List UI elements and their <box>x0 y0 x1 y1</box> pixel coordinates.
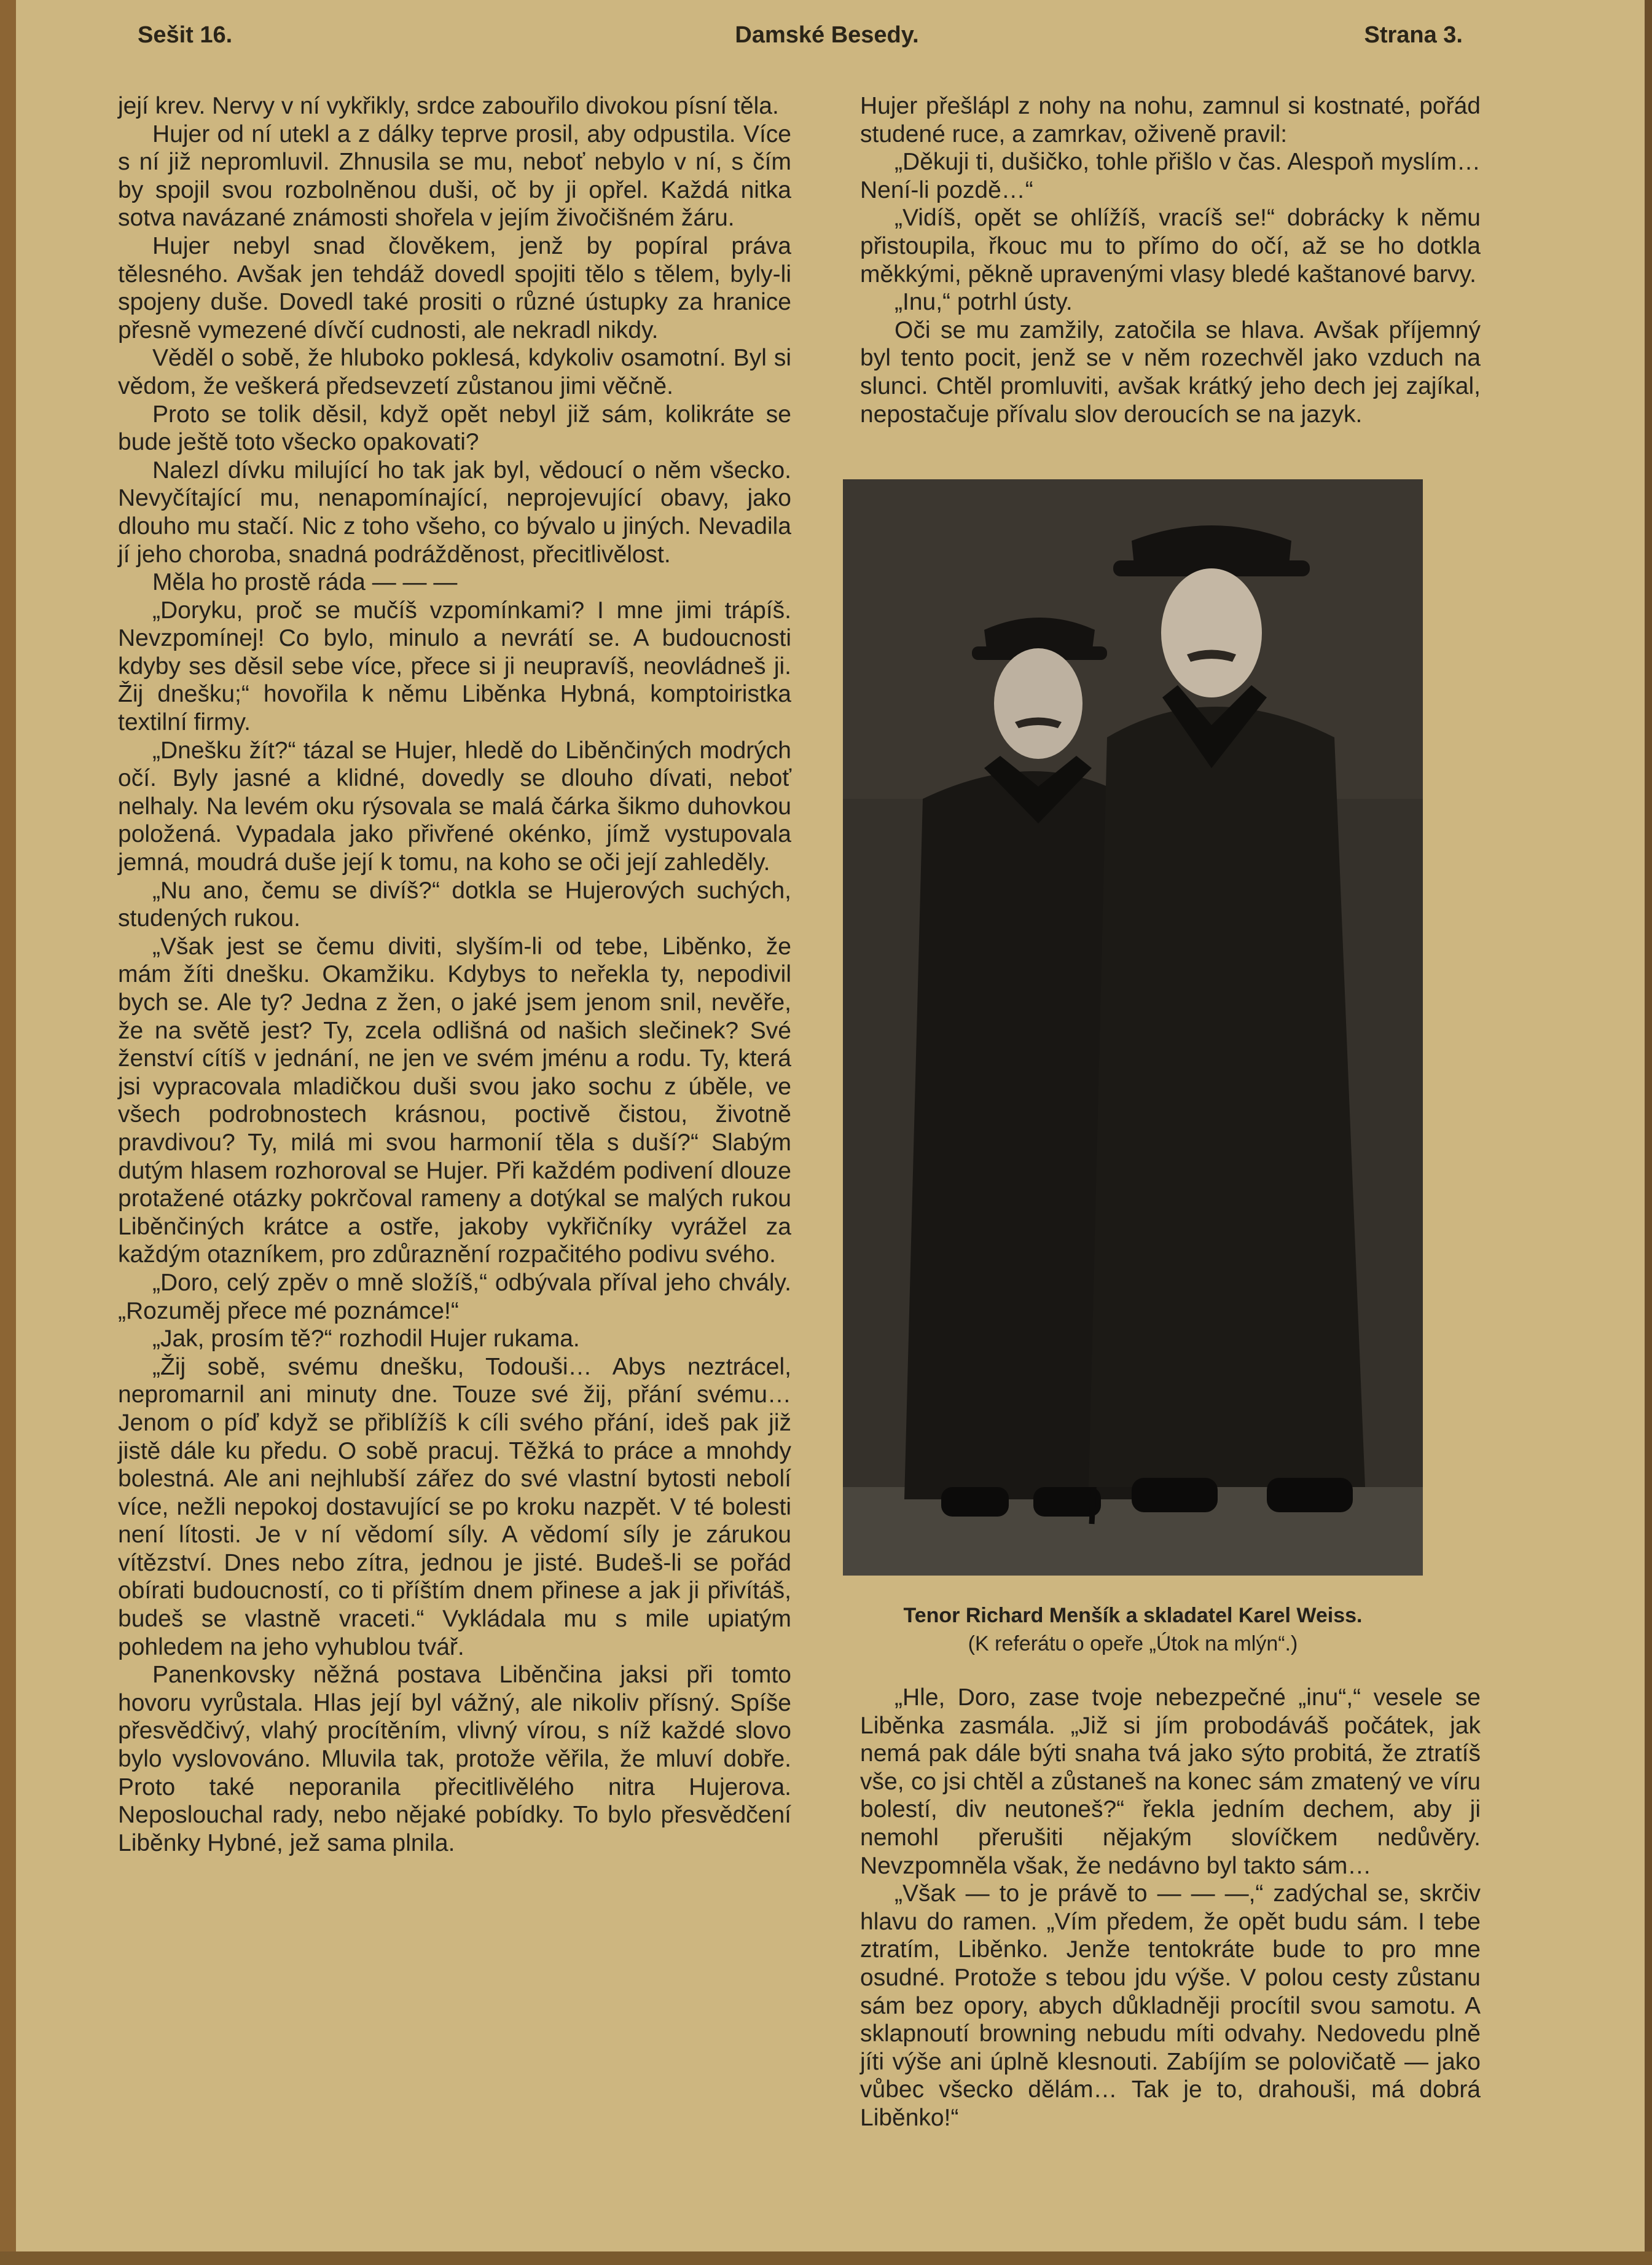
paragraph: „Děkuji ti, dušičko, tohle přišlo v čas. Alespoň myslím… Není-li pozdě…“ <box>860 149 1481 203</box>
paragraph: Panenkovsky něžná postava Liběnčina jaksi při tomto hovoru vyrůstala. Hlas její byl vážný, ale nikoliv přísný. Spíše přesvědčivý, vlahý procítěním, vlivný vírou, s níž každé slovo bylo vyslovováno. Mluvila tak, protože věřila, že mluví dobře. Proto také neporanila přecitlivělého nitra Hujerova. Neposlouchal rady, nebo nějaké pobídky. To bylo přesvědčení Liběnky Hybné, jež sama plnila. <box>118 1662 791 1856</box>
paragraph: Hujer přešlápl z nohy na nohu, zamnul si kostnaté, pořád studené ruce, a zamrkav, oživeně pravil: <box>860 93 1481 147</box>
paragraph: Nalezl dívku milující ho tak jak byl, vědoucí o něm všecko. Nevyčítající mu, nenapomínající, neprojevující obavy, jako dlouho mu stačí. Nic z toho všeho, co bývalo u jiných. Nevadila jí jeho choroba, snadná podrážděnost, přecitlivělost. <box>118 457 791 568</box>
paragraph: „Však — to je právě to — — —,“ zadýchal se, skrčiv hlavu do ramen. „Vím předem, že opět budu sám. I tebe ztratím, Liběnko. Jenže tentokráte bude to pro mne osudné. Protože s tebou jdu výše. V polou cesty zůstanu sám bez opory, abych důkladněji procítil svou samotu. A sklapnoutí browning nebudu míti odvahy. Nedovedu plně jíti výše ani úplně klesnouti. Zabíjím se polovičatě — jako vůbec všecko dělám… Tak je to, drahouši, má dobrá Liběnko!“ <box>860 1880 1481 2131</box>
left-column <box>118 92 791 1857</box>
photo-caption <box>838 1601 1428 1658</box>
paragraph: její krev. Nervy v ní vykřikly, srdce zabouřilo divokou písní těla. <box>118 93 779 119</box>
paragraph: „Žij sobě, svému dnešku, Todouši… Abys neztrácel, nepromarnil ani minuty dne. Touze své žij, přání svému… Jenom o píď když se přiblížíš k cíli svého přání, ideš pak již jistě dále ku předu. O sobě pracuj. Těžká to práce a mnohdy bolestná. Ale ani nejhlubší zářez do své vlastní bytosti nebolí více, nežli nepokoj dostavující se po kroku nazpět. V té bolesti není lítosti. Je v ní vědomí síly. A vědomí síly je zárukou vítězství. Dnes nebo zítra, jednou je jisté. Budeš-li se pořád obírati budoucností, co ti příštím dnem přinese a jak ji přivítáš, budeš se vlastně vraceti.“ Vykládala mu s mile upiatým pohledem na jeho vyhublou tvář. <box>118 1353 791 1660</box>
photo-illustration <box>843 479 1423 1576</box>
paragraph: Měla ho prostě ráda — — — <box>152 569 458 596</box>
paragraph: Hujer od ní utekl a z dálky teprve prosil, aby odpustila. Více s ní již nepromluvil. Zhnusila se mu, neboť nebylo v ní, s čím by spojil svou rozbolněnou duši, oč by ji opřel. Každá nitka sotva navázané známosti shořela v jejím živočišném žáru. <box>118 120 791 232</box>
paragraph: Věděl o sobě, že hluboko poklesá, kdykoliv osamotní. Byl si vědom, že veškerá předsevzetí zůstanou jimi věčně. <box>118 345 791 399</box>
right-column-top <box>860 92 1481 428</box>
caption-main: Tenor Richard Menšík a skladatel Karel Weiss. <box>903 1604 1363 1627</box>
paragraph: „Jak, prosím tě?“ rozhodil Hujer rukama. <box>152 1325 580 1352</box>
paragraph: „Však jest se čemu diviti, slyším-li od tebe, Liběnko, že mám žíti dnešku. Okamžiku. Kdybys to neřekla ty, nepodivil bych se. Ale ty? Jedna z žen, o jaké jsem jenom snil, nevěře, že na světě jest? Ty, zcela odlišná od našich slečinek? Své ženství cítíš v jednání, ne jen ve svém jménu a rodu. Ty, která jsi vypracovala mladičkou duši svou jako sochu z úběle, ve všech podrobnostech krásnou, poctivě čistou, životně pravdivou? Ty, milá mi svou harmonií těla s duší?“ Slabým dutým hlasem rozhoroval se Hujer. Při každém podivení dlouze protažené otázky pokrčoval rameny a dotýkal se malých rukou Liběnčiných krátce a ostře, jakoby vykřičníky vyrážel za každým otazníkem, pro zdůraznění rozpačitého podivu svého. <box>118 933 791 1268</box>
magazine-page <box>16 0 1645 2251</box>
paragraph: „Nu ano, čemu se divíš?“ dotkla se Hujerových suchých, studených rukou. <box>118 877 791 932</box>
paragraph: Oči se mu zamžily, zatočila se hlava. Avšak příjemný byl tento pocit, jenž se v něm rozechvěl jako vzduch na slunci. Chtěl promluviti, avšak krátký jeho dech jej zajíkal, nepostačuje přívalu slov deroucích se na jazyk. <box>860 316 1481 428</box>
paragraph: Proto se tolik děsil, když opět nebyl již sám, kolikráte se bude ještě toto všecko opakovati? <box>118 401 791 456</box>
caption-sub: (K referátu o opeře „Útok na mlýn“.) <box>968 1632 1298 1655</box>
paragraph: „Doro, celý zpěv o mně složíš,“ odbývala příval jeho chvály. „Rozuměj přece mé poznámce!“ <box>118 1269 791 1324</box>
paragraph: „Hle, Doro, zase tvoje nebezpečné „inu“,“ vesele se Liběnka zasmála. „Již si jím probodáváš počátek, jak nemá pak dále býti snaha tvá jako sýto probitá, že ztratíš vše, co jsi chtěl a zůstaneš na konec sám zmatený ve víru bolestí, div neutoneš?“ řekla jedním dechem, aby ji nemohl přerušiti nějakým slovíčkem nedůvěry. Nevzpomněla však, že nedávno byl takto sám… <box>860 1684 1481 1879</box>
paragraph: „Vidíš, opět se ohlížíš, vracíš se!“ dobrácky k němu přistoupila, řkouc mu to přímo do očí, až se ho dotkla měkkými, pěkně upravenými vlasy bledé kaštanové barvy. <box>860 205 1481 288</box>
paragraph: Hujer nebyl snad člověkem, jenž by popíral práva tělesného. Avšak jen tehdáž dovedl spojiti tělo s tělem, byly-li spojeny duše. Dovedl také prositi o různé ústupky za hranice přesně vymezené dívčí cudnosti, ale nekradl nikdy. <box>118 232 791 343</box>
page-number: Strana 3. <box>1364 22 1463 48</box>
portrait-photograph <box>843 479 1423 1576</box>
magazine-title: Damské Besedy. <box>735 22 919 48</box>
running-header <box>16 22 1645 59</box>
paragraph: „Dnešku žít?“ tázal se Hujer, hledě do Liběnčiných modrých očí. Byly jasné a klidné, dovedly se dlouho dívati, neboť nelhaly. Na levém oku rýsovala se malá čárka šikmo duhovkou položená. Vypadala jako přivřené okénko, jímž vystupovala jemná, moudrá duše její k tomu, na koho se oči její zahleděly. <box>118 737 791 876</box>
page-edge-bottom <box>0 2251 1652 2265</box>
page-edge-left <box>0 0 16 2265</box>
paragraph: „Inu,“ potrhl ústy. <box>895 289 1073 316</box>
paragraph: „Doryku, proč se mučíš vzpomínkami? I mne jimi trápíš. Nevzpomínej! Co bylo, minulo a nevrátí se. A budoucnosti kdyby ses děsil sebe více, přece si ji neupravíš, neovládneš ji. Žij dnešku;“ hovořila k němu Liběnka Hybná, komptoiristka textilní firmy. <box>118 597 791 736</box>
page-edge-right <box>1645 0 1652 2265</box>
issue-number: Sešit 16. <box>138 22 233 48</box>
right-column-bottom <box>860 1684 1481 2132</box>
